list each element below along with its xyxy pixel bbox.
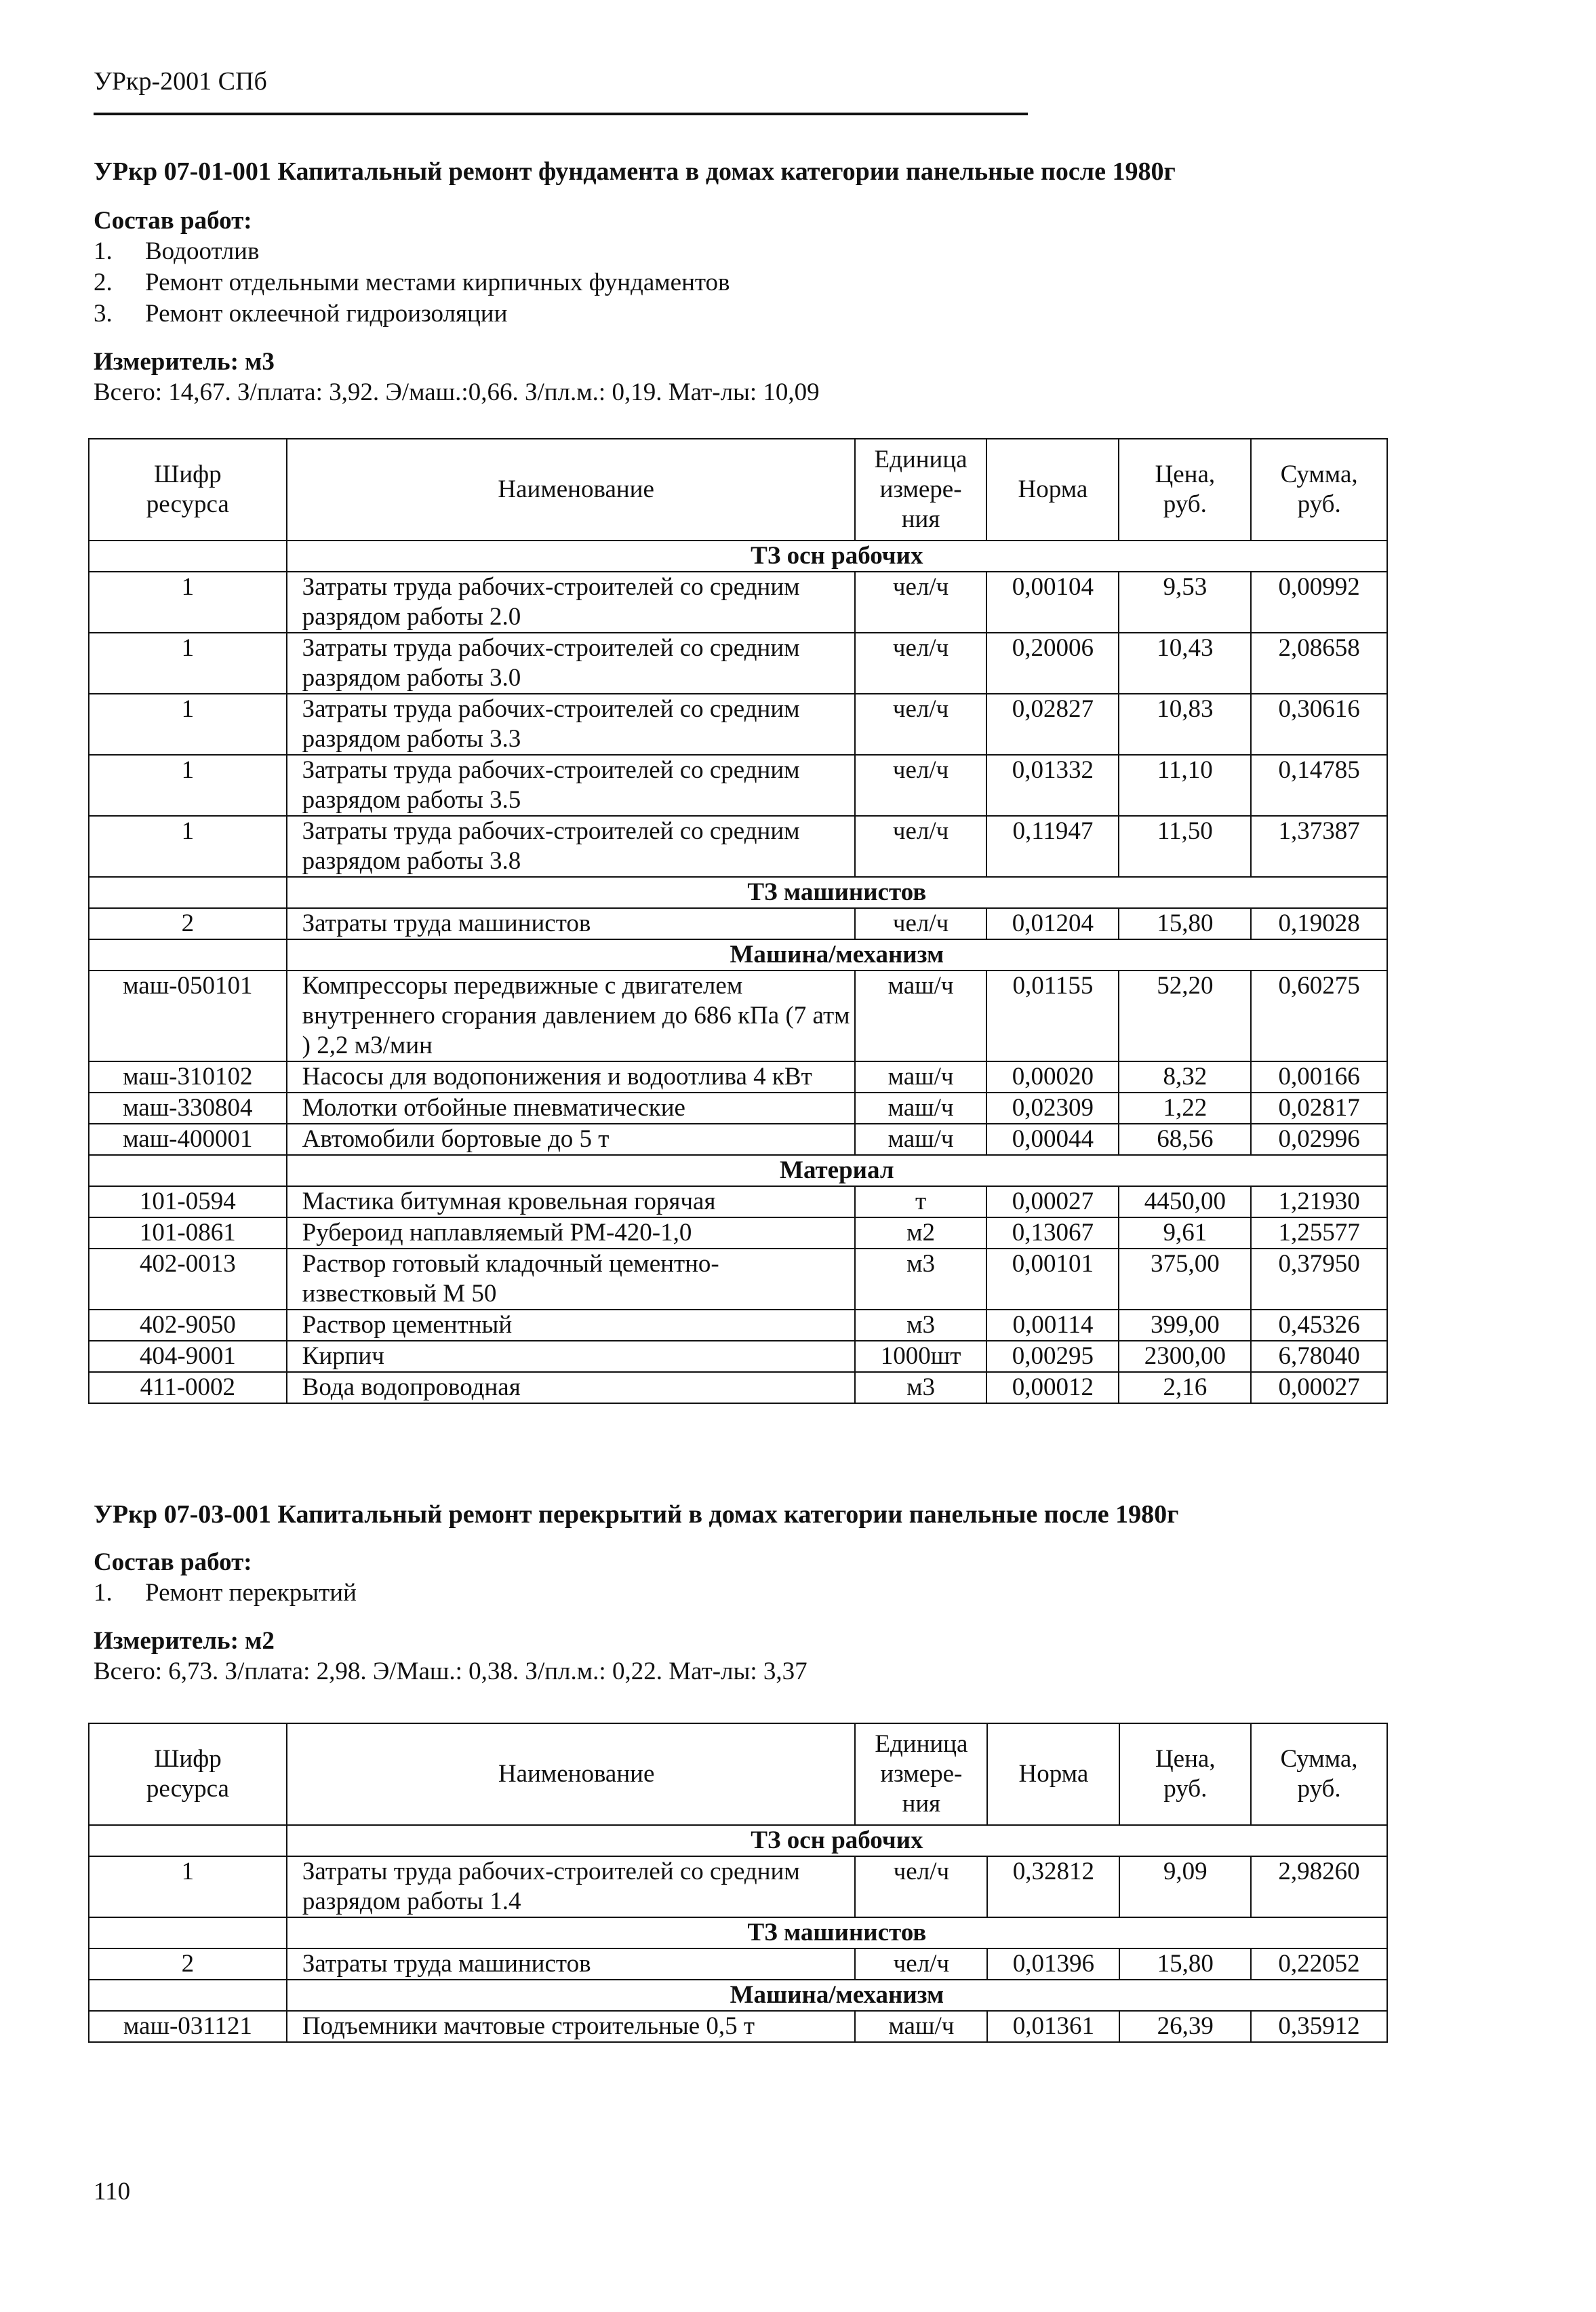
group-row-empty-cell — [89, 1980, 287, 2011]
header-norm: Норма — [987, 1723, 1119, 1825]
cell-norm: 0,00114 — [986, 1310, 1119, 1341]
cell-code: 1 — [89, 694, 287, 755]
cell-name: Затраты труда рабочих-строителей со средним разрядом работы 1.4 — [287, 1856, 856, 1917]
table-row — [89, 1249, 1387, 1310]
header-unit: Единица измере- ния — [855, 439, 987, 541]
cell-price: 9,09 — [1119, 1856, 1251, 1917]
cell-code: маш-031121 — [89, 2011, 287, 2042]
table-row — [89, 694, 1387, 755]
cell-norm: 0,00027 — [986, 1186, 1119, 1217]
group-title: ТЗ осн рабочих — [287, 541, 1387, 572]
cell-sum: 1,21930 — [1251, 1186, 1387, 1217]
table-row — [89, 572, 1387, 633]
cell-norm: 0,00044 — [986, 1124, 1119, 1155]
cell-price: 399,00 — [1119, 1310, 1251, 1341]
work-item-text: Ремонт отдельными местами кирпичных фундаментов — [145, 269, 730, 296]
group-title: Машина/механизм — [287, 939, 1387, 971]
group-title: ТЗ машинистов — [287, 877, 1387, 908]
cell-price: 26,39 — [1119, 2011, 1251, 2042]
cell-price: 10,83 — [1119, 694, 1251, 755]
cell-unit: маш/ч — [855, 1061, 987, 1093]
cell-norm: 0,01155 — [986, 971, 1119, 1061]
cell-price: 68,56 — [1119, 1124, 1251, 1155]
cell-code: маш-330804 — [89, 1093, 287, 1124]
measure-label: Измеритель: м2 — [94, 1627, 275, 1655]
table-row — [89, 1341, 1387, 1372]
group-row — [89, 1825, 1387, 1856]
cell-sum: 0,22052 — [1251, 1948, 1387, 1980]
header-price: Цена, руб. — [1119, 439, 1251, 541]
work-item — [94, 236, 1517, 267]
cell-price: 9,53 — [1119, 572, 1251, 633]
table-row — [89, 1093, 1387, 1124]
work-item-text: Ремонт оклеечной гидроизоляции — [145, 300, 508, 328]
cell-unit: маш/ч — [855, 2011, 987, 2042]
table-row — [89, 1186, 1387, 1217]
cell-norm: 0,01396 — [987, 1948, 1119, 1980]
cell-unit: 1000шт — [855, 1341, 987, 1372]
cell-price: 10,43 — [1119, 633, 1251, 694]
cell-price: 15,80 — [1119, 1948, 1251, 1980]
header-sum: Сумма, руб. — [1251, 1723, 1387, 1825]
header-code: Шифр ресурса — [89, 1723, 287, 1825]
group-row — [89, 1155, 1387, 1186]
cell-code: 402-9050 — [89, 1310, 287, 1341]
cell-norm: 0,00012 — [986, 1372, 1119, 1403]
cell-price: 4450,00 — [1119, 1186, 1251, 1217]
cell-code: 2 — [89, 908, 287, 939]
group-title: ТЗ машинистов — [287, 1917, 1387, 1948]
header-price: Цена, руб. — [1119, 1723, 1251, 1825]
group-title: Материал — [287, 1155, 1387, 1186]
table-row — [89, 908, 1387, 939]
cell-norm: 0,20006 — [986, 633, 1119, 694]
cell-price: 2300,00 — [1119, 1341, 1251, 1372]
cell-sum: 0,45326 — [1251, 1310, 1387, 1341]
cell-price: 375,00 — [1119, 1249, 1251, 1310]
cell-unit: чел/ч — [855, 816, 987, 877]
cell-sum: 0,60275 — [1251, 971, 1387, 1061]
table-row — [89, 971, 1387, 1061]
totals-line: Всего: 6,73. З/плата: 2,98. Э/Маш.: 0,38. З/пл.м.: 0,22. Мат-лы: 3,37 — [94, 1658, 807, 1685]
section-title: УРкр 07-03-001 Капитальный ремонт перекрытий в домах категории панельные после 1980г — [94, 1500, 1179, 1529]
table-row — [89, 1124, 1387, 1155]
cell-name: Затраты труда рабочих-строителей со средним разрядом работы 2.0 — [287, 572, 855, 633]
work-item-number: 1. — [94, 237, 113, 265]
cell-name: Рубероид наплавляемый РМ-420-1,0 — [287, 1217, 855, 1249]
cell-price: 2,16 — [1119, 1372, 1251, 1403]
cell-price: 11,10 — [1119, 755, 1251, 816]
cell-unit: чел/ч — [855, 1948, 987, 1980]
cell-sum: 2,98260 — [1251, 1856, 1387, 1917]
cell-price: 11,50 — [1119, 816, 1251, 877]
header-name: Наименование — [287, 439, 855, 541]
cell-name: Затраты труда машинистов — [287, 1948, 856, 1980]
cell-sum: 0,02817 — [1251, 1093, 1387, 1124]
cell-price: 15,80 — [1119, 908, 1251, 939]
group-row-empty-cell — [89, 939, 287, 971]
works-list — [94, 1578, 1517, 1609]
running-header: УРкр-2001 СПб — [94, 67, 267, 96]
work-item — [94, 298, 1517, 330]
header-name: Наименование — [287, 1723, 856, 1825]
cell-sum: 0,30616 — [1251, 694, 1387, 755]
cell-code: 101-0594 — [89, 1186, 287, 1217]
cell-name: Молотки отбойные пневматические — [287, 1093, 855, 1124]
section-2 — [94, 1499, 1517, 1687]
cell-unit: чел/ч — [855, 755, 987, 816]
table-row — [89, 1372, 1387, 1403]
cell-norm: 0,00295 — [986, 1341, 1119, 1372]
work-item-text: Водоотлив — [145, 237, 260, 265]
cell-sum: 0,19028 — [1251, 908, 1387, 939]
work-item-text: Ремонт перекрытий — [145, 1579, 357, 1607]
cell-code: маш-310102 — [89, 1061, 287, 1093]
cell-unit: м3 — [855, 1249, 987, 1310]
cell-sum: 0,35912 — [1251, 2011, 1387, 2042]
group-row-empty-cell — [89, 541, 287, 572]
table-row — [89, 1310, 1387, 1341]
cell-sum: 1,25577 — [1251, 1217, 1387, 1249]
group-row-empty-cell — [89, 877, 287, 908]
group-row-empty-cell — [89, 1155, 287, 1186]
page-number: 110 — [94, 2178, 131, 2206]
works-label: Состав работ: — [94, 207, 252, 235]
cell-name: Мастика битумная кровельная горячая — [287, 1186, 855, 1217]
work-item — [94, 267, 1517, 298]
cell-unit: чел/ч — [855, 694, 987, 755]
cell-unit: чел/ч — [855, 908, 987, 939]
cell-code: 1 — [89, 755, 287, 816]
cell-unit: чел/ч — [855, 633, 987, 694]
table-row — [89, 755, 1387, 816]
cell-name: Автомобили бортовые до 5 т — [287, 1124, 855, 1155]
header-unit: Единица измере- ния — [855, 1723, 987, 1825]
work-item-number: 1. — [94, 1579, 113, 1607]
cell-norm: 0,02309 — [986, 1093, 1119, 1124]
cell-norm: 0,01332 — [986, 755, 1119, 816]
cell-code: 411-0002 — [89, 1372, 287, 1403]
group-row — [89, 1980, 1387, 2011]
cell-code: 1 — [89, 633, 287, 694]
cell-norm: 0,01204 — [986, 908, 1119, 939]
cell-unit: м3 — [855, 1372, 987, 1403]
cell-name: Кирпич — [287, 1341, 855, 1372]
cell-unit: чел/ч — [855, 572, 987, 633]
cell-price: 9,61 — [1119, 1217, 1251, 1249]
cell-name: Затраты труда рабочих-строителей со средним разрядом работы 3.5 — [287, 755, 855, 816]
header-rule — [94, 113, 1028, 115]
cell-norm: 0,13067 — [986, 1217, 1119, 1249]
cell-norm: 0,32812 — [987, 1856, 1119, 1917]
cell-norm: 0,00020 — [986, 1061, 1119, 1093]
table-row — [89, 1217, 1387, 1249]
header-sum: Сумма, руб. — [1251, 439, 1387, 541]
group-row — [89, 1917, 1387, 1948]
cell-unit: м3 — [855, 1310, 987, 1341]
cell-sum: 0,14785 — [1251, 755, 1387, 816]
cell-unit: маш/ч — [855, 1093, 987, 1124]
group-row — [89, 939, 1387, 971]
cell-code: маш-050101 — [89, 971, 287, 1061]
measure-label: Измеритель: м3 — [94, 348, 275, 376]
section-title: УРкр 07-01-001 Капитальный ремонт фундамента в домах категории панельные после 1980г — [94, 157, 1176, 186]
cell-name: Компрессоры передвижные с двигателем внутреннего сгорания давлением до 686 кПа (7 атм ) 2,2 м3/мин — [287, 971, 855, 1061]
cell-norm: 0,02827 — [986, 694, 1119, 755]
table-header-row — [89, 439, 1387, 541]
cell-sum: 0,37950 — [1251, 1249, 1387, 1310]
cell-code: 1 — [89, 572, 287, 633]
cell-name: Раствор цементный — [287, 1310, 855, 1341]
cell-price: 8,32 — [1119, 1061, 1251, 1093]
cell-sum: 0,00992 — [1251, 572, 1387, 633]
cell-name: Затраты труда рабочих-строителей со средним разрядом работы 3.0 — [287, 633, 855, 694]
cell-sum: 0,02996 — [1251, 1124, 1387, 1155]
cell-sum: 0,00027 — [1251, 1372, 1387, 1403]
cell-norm: 0,01361 — [987, 2011, 1119, 2042]
cell-unit: маш/ч — [855, 1124, 987, 1155]
works-list — [94, 236, 1517, 330]
cell-name: Затраты труда рабочих-строителей со средним разрядом работы 3.3 — [287, 694, 855, 755]
cell-name: Затраты труда рабочих-строителей со средним разрядом работы 3.8 — [287, 816, 855, 877]
cell-sum: 0,00166 — [1251, 1061, 1387, 1093]
totals-line: Всего: 14,67. З/плата: 3,92. Э/маш.:0,66. З/пл.м.: 0,19. Мат-лы: 10,09 — [94, 378, 820, 406]
group-row — [89, 877, 1387, 908]
group-title: Машина/механизм — [287, 1980, 1387, 2011]
cell-unit: маш/ч — [855, 971, 987, 1061]
cell-unit: чел/ч — [855, 1856, 987, 1917]
group-title: ТЗ осн рабочих — [287, 1825, 1387, 1856]
cell-price: 52,20 — [1119, 971, 1251, 1061]
cell-unit: м2 — [855, 1217, 987, 1249]
cell-name: Раствор готовый кладочный цементно-известковый М 50 — [287, 1249, 855, 1310]
table-row — [89, 816, 1387, 877]
resource-table-1 — [88, 438, 1388, 1404]
cell-code: 404-9001 — [89, 1341, 287, 1372]
header-norm: Норма — [986, 439, 1119, 541]
group-row-empty-cell — [89, 1917, 287, 1948]
work-item-number: 3. — [94, 300, 113, 328]
group-row-empty-cell — [89, 1825, 287, 1856]
cell-norm: 0,11947 — [986, 816, 1119, 877]
table-header-row — [89, 1723, 1387, 1825]
cell-code: 101-0861 — [89, 1217, 287, 1249]
resource-table-2 — [88, 1723, 1388, 2043]
table-row — [89, 2011, 1387, 2042]
table-row — [89, 1856, 1387, 1917]
section-1 — [94, 156, 1517, 408]
cell-unit: т — [855, 1186, 987, 1217]
cell-sum: 1,37387 — [1251, 816, 1387, 877]
header-code: Шифр ресурса — [89, 439, 287, 541]
cell-name: Вода водопроводная — [287, 1372, 855, 1403]
work-item-number: 2. — [94, 269, 113, 296]
table-row — [89, 1061, 1387, 1093]
work-item — [94, 1578, 1517, 1609]
cell-norm: 0,00104 — [986, 572, 1119, 633]
table-row — [89, 633, 1387, 694]
cell-code: 1 — [89, 816, 287, 877]
cell-code: 1 — [89, 1856, 287, 1917]
cell-name: Подъемники мачтовые строительные 0,5 т — [287, 2011, 856, 2042]
cell-code: 2 — [89, 1948, 287, 1980]
cell-code: 402-0013 — [89, 1249, 287, 1310]
cell-name: Затраты труда машинистов — [287, 908, 855, 939]
table-row — [89, 1948, 1387, 1980]
group-row — [89, 541, 1387, 572]
works-label: Состав работ: — [94, 1548, 252, 1576]
cell-norm: 0,00101 — [986, 1249, 1119, 1310]
cell-price: 1,22 — [1119, 1093, 1251, 1124]
cell-name: Насосы для водопонижения и водоотлива 4 кВт — [287, 1061, 855, 1093]
cell-sum: 6,78040 — [1251, 1341, 1387, 1372]
cell-sum: 2,08658 — [1251, 633, 1387, 694]
cell-code: маш-400001 — [89, 1124, 287, 1155]
